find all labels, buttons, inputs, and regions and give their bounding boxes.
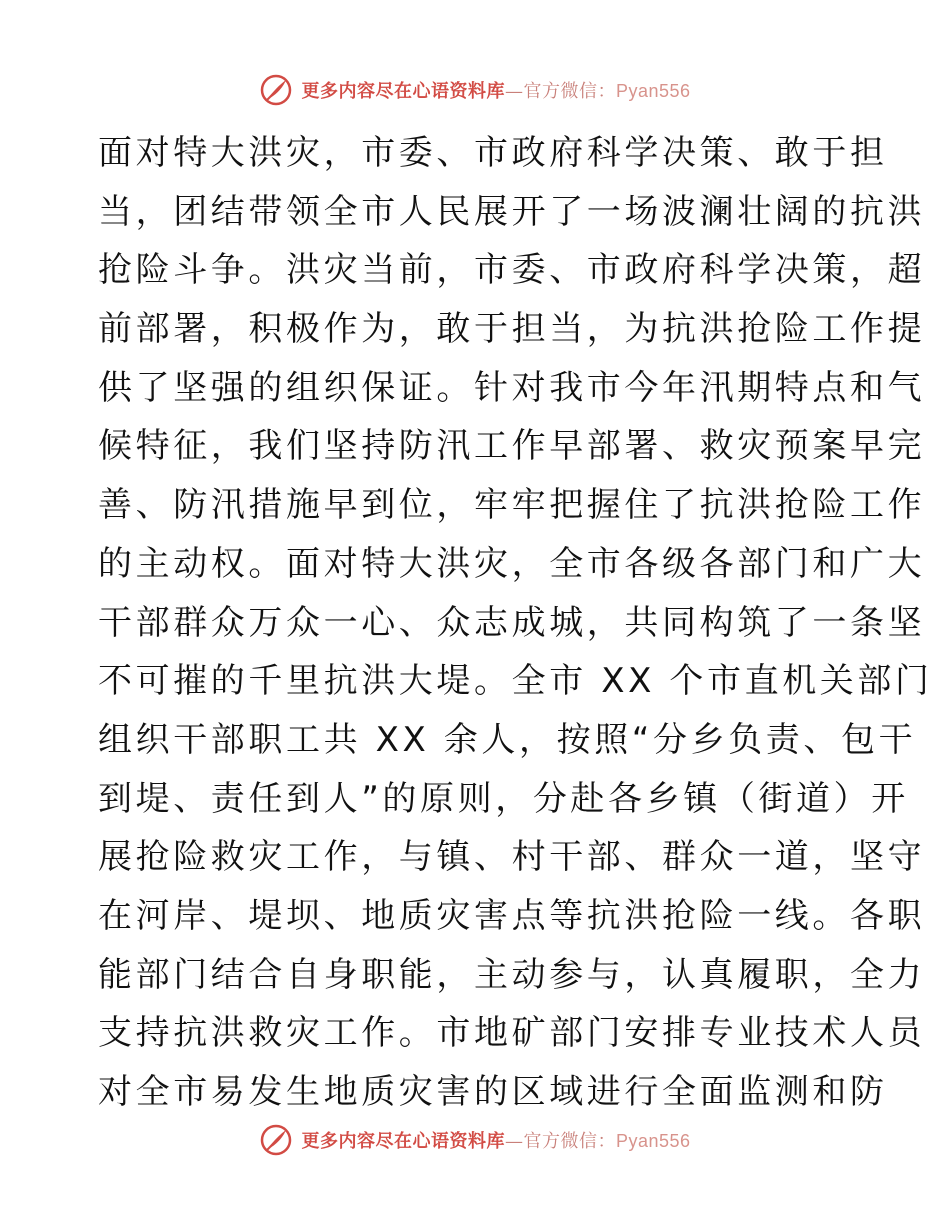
text-line: 对全市易发生地质灾害的区域进行全面监测和防	[98, 1072, 888, 1112]
text-line: 当，团结带领全市人民展开了一场波澜壮阔的抗洪	[98, 191, 926, 232]
text-line: 干部群众万众一心、众志成城，共同构筑了一条坚	[98, 602, 926, 643]
watermark-text	[301, 1127, 690, 1153]
text-line: 抢险斗争。洪灾当前，市委、市政府科学决策，超	[98, 250, 926, 291]
watermark-wechat-id: Pyan556	[615, 81, 691, 101]
text-line: 供了坚强的组织保证。针对我市今年汛期特点和气	[98, 367, 926, 408]
text-line: 的主动权。面对特大洪灾，全市各级各部门和广大	[98, 543, 926, 584]
watermark-text	[301, 77, 690, 103]
text-line: 能部门结合自身职能，主动参与，认真履职，全力	[98, 954, 926, 995]
watermark-brand: 更多内容尽在心语资料库	[301, 81, 505, 102]
watermark-separator: —官方微信：	[504, 81, 616, 102]
watermark-wechat-id: Pyan556	[615, 1131, 691, 1151]
watermark-brand: 更多内容尽在心语资料库	[301, 1131, 505, 1152]
text-line: 组织干部职工共 XX 余人，按照“分乡负责、包干	[98, 719, 917, 760]
watermark-separator: —官方微信：	[504, 1131, 616, 1152]
header-watermark	[0, 72, 950, 108]
text-line: 在河岸、堤坝、地质灾害点等抗洪抢险一线。各职	[98, 895, 926, 936]
text-line: 支持抗洪救灾工作。市地矿部门安排专业技术人员	[98, 1013, 926, 1054]
text-line: 面对特大洪灾，市委、市政府科学决策、敢于担	[98, 133, 888, 173]
text-line: 前部署，积极作为，敢于担当，为抗洪抢险工作提	[98, 309, 926, 350]
feather-quill-icon	[259, 73, 293, 107]
text-line: 候特征，我们坚持防汛工作早部署、救灾预案早完	[98, 426, 926, 467]
text-line: 不可摧的千里抗洪大堤。全市 XX 个市直机关部门	[98, 661, 933, 702]
text-line: 展抢险救灾工作，与镇、村干部、群众一道，坚守	[98, 837, 926, 878]
text-line: 善、防汛措施早到位，牢牢把握住了抗洪抢险工作	[98, 485, 926, 526]
text-line: 到堤、责任到人”的原则，分赴各乡镇（街道）开	[98, 778, 909, 819]
footer-watermark	[0, 1122, 950, 1158]
document-body	[98, 124, 933, 1122]
feather-quill-icon	[259, 1123, 293, 1157]
